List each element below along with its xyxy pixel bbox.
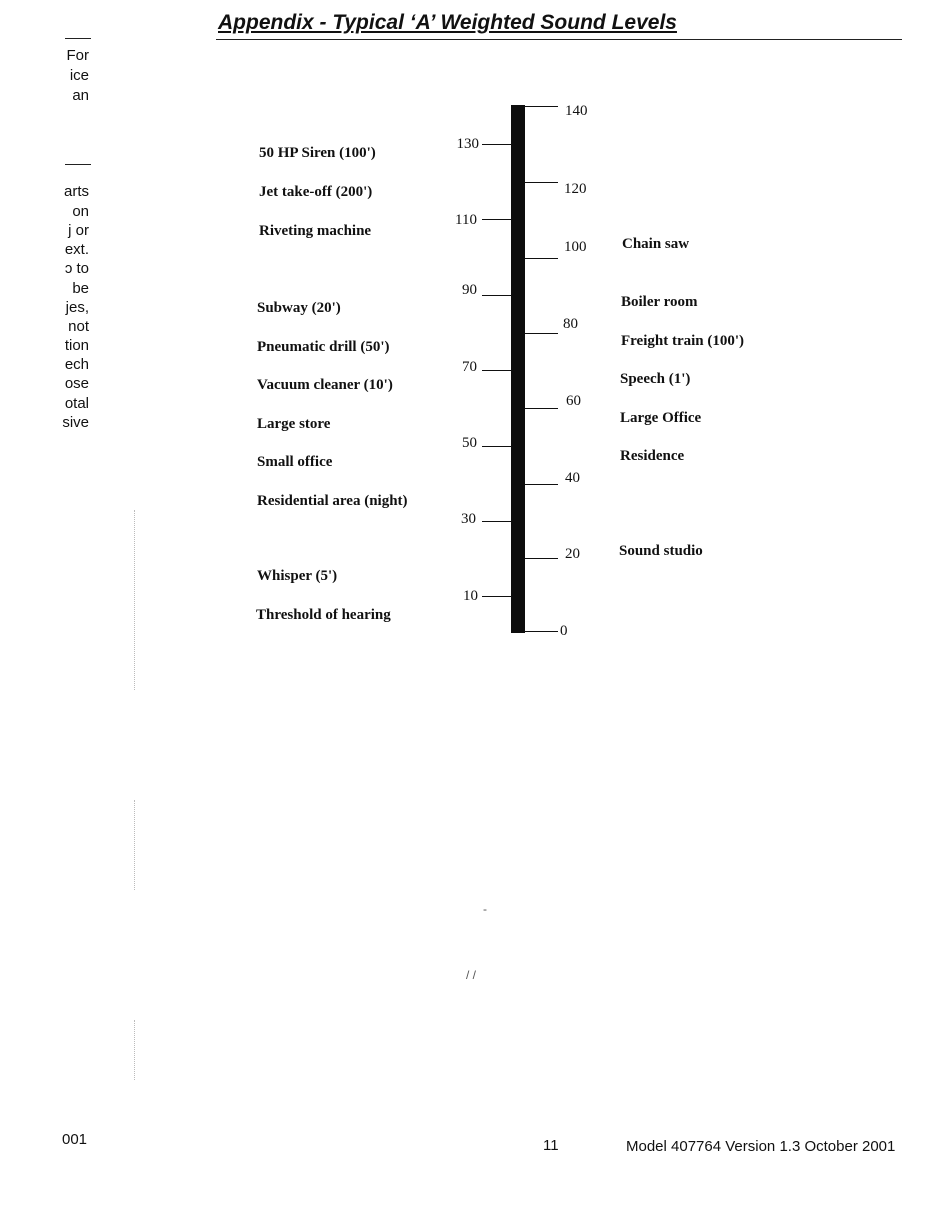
margin-dash [65,164,91,165]
margin-fragment: ose [64,375,89,392]
margin-fragment: otal [64,395,89,412]
scale-tick [482,219,512,220]
margin-dash [65,38,91,39]
sound-source-label: Freight train (100') [621,333,745,349]
sound-source-label: Whisper (5') [257,568,338,584]
sound-source-label: Subway (20') [257,300,341,316]
margin-fragment: ech [64,356,89,373]
sound-source-label: Vacuum cleaner (10') [257,377,393,393]
tick-label: 100 [564,239,587,255]
sound-source-label: Large store [257,416,331,432]
margin-fragment: jes, [65,299,89,316]
margin-fragment: j or [68,222,89,239]
decibel-scale-bar [511,105,525,633]
sound-source-label: Residential area (night) [257,493,408,509]
sound-source-label: Chain saw [622,236,690,252]
scale-tick [482,144,512,145]
header-rule [216,39,902,40]
scale-tick [482,295,512,296]
sound-source-label: Small office [257,454,333,470]
scale-tick [524,484,558,485]
margin-fragment: ɔ to [64,260,89,277]
sound-source-label: Speech (1') [620,371,691,387]
margin-fragment: ext. [64,241,89,258]
tick-label: 60 [566,393,581,409]
scale-tick [482,596,512,597]
tick-label: 70 [462,359,477,375]
tick-label: 90 [462,282,477,298]
tick-label: 50 [462,435,477,451]
footer-left: 001 [62,1131,88,1148]
margin-fragment: ice [69,67,89,84]
scale-tick [524,258,558,259]
margin-fragment: For [66,47,89,64]
page-title: Appendix - Typical ‘A’ Weighted Sound Levels [218,11,677,34]
tick-label: 120 [564,181,587,197]
scale-tick [524,106,558,107]
page-number: 11 [543,1137,559,1154]
margin-fragment: an [72,87,89,104]
scale-tick [482,446,512,447]
margin-fragment: be [72,280,89,297]
sound-source-label: Boiler room [621,294,698,310]
scale-tick [524,333,558,334]
margin-fragment: arts [63,183,89,200]
gutter-line [134,1020,135,1080]
margin-fragment: on [72,203,89,220]
tick-label: 20 [565,546,580,562]
scan-speck: / / [466,968,477,982]
tick-label: 130 [456,136,479,152]
tick-label: 30 [461,511,476,527]
margin-fragment: not [68,318,89,335]
tick-label: 110 [455,212,477,228]
scale-tick [524,631,558,632]
scale-tick [524,182,558,183]
tick-label: 80 [563,316,578,332]
scan-speck: - [483,902,487,916]
sound-source-label: Pneumatic drill (50') [257,339,390,355]
sound-source-label: Large Office [620,410,702,426]
scale-tick [524,408,558,409]
margin-fragment: tion [64,337,89,354]
sound-source-label: Residence [620,448,685,464]
gutter-line [134,510,135,690]
sound-source-label: Jet take-off (200') [259,184,373,200]
tick-label: 0 [560,623,568,639]
sound-source-label: Riveting machine [259,223,372,239]
sound-source-label: 50 HP Siren (100') [259,145,376,161]
sound-source-label: Threshold of hearing [256,607,391,623]
sound-source-label: Sound studio [619,543,703,559]
tick-label: 140 [565,103,588,119]
scale-tick [524,558,558,559]
tick-label: 40 [565,470,580,486]
scale-tick [482,521,512,522]
footer-model-version: Model 407764 Version 1.3 October 2001 [626,1138,896,1155]
scale-tick [482,370,512,371]
gutter-line [134,800,135,890]
tick-label: 10 [463,588,478,604]
margin-fragment: sive [62,414,89,431]
